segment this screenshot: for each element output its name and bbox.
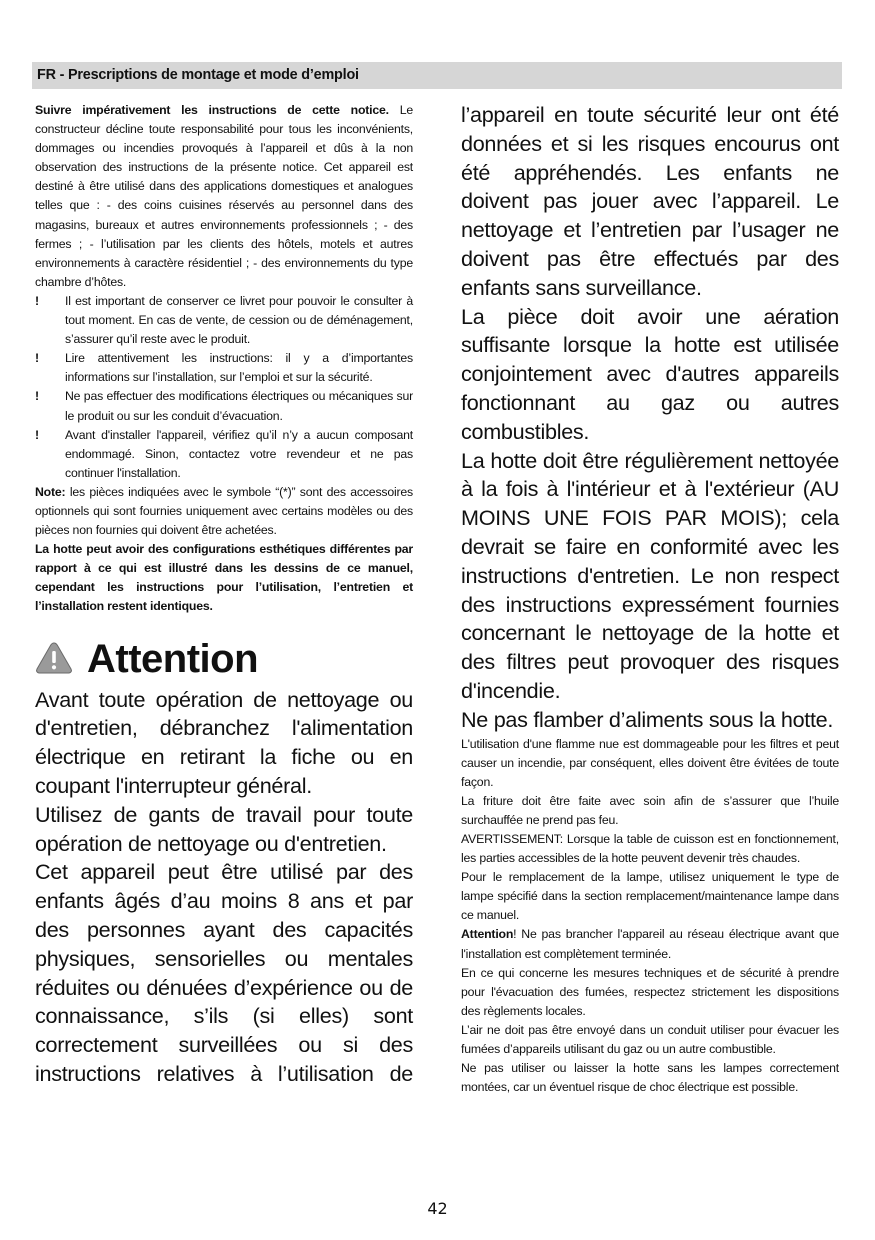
big-paragraph: Utilisez de gants de travail pour toute opération de nettoyage ou d'entretien.: [35, 801, 413, 856]
small-paragraph: AVERTISSEMENT: Lorsque la table de cuisson est en fonctionnement, les parties accessibles de la hotte peuvent devenir très chaudes.: [461, 832, 839, 866]
small-paragraph: En ce qui concerne les mesures techniques et de sécurité à prendre pour l'évacuation des fumées, respectez strictement les dispositions des règlements locales.: [461, 965, 839, 1018]
big-paragraph: Ne pas flamber d’aliments sous la hotte.: [461, 706, 834, 732]
big-paragraph: La hotte doit être régulièrement nettoyée à la fois à l'intérieur et à l'extérieur (AU MOINS UNE FOIS PAR MOIS); cela devrait se faire en conformité avec les instructions d'entretien. Le non respect des instructions expressément fournies concernant le nettoyage de la hotte et des filtres peut provoquer des risques d'incendie.: [461, 447, 839, 703]
warning-triangle-icon: [35, 641, 73, 675]
big-paragraph: Avant toute opération de nettoyage ou d'entretien, débranchez l'alimentation électrique en retirant la fiche ou en coupant l'interrupteur général.: [35, 686, 413, 798]
list-item: [35, 387, 413, 425]
exclamation-icon: !: [35, 351, 40, 366]
exclamation-icon: !: [35, 293, 40, 308]
big-paragraph: La pièce doit avoir une aération suffisante lorsque la hotte est utilisée conjointement avec d'autres appareils fonctionnant au gaz ou autres combustibles.: [461, 303, 839, 444]
section-header: [32, 62, 842, 89]
list-item: [35, 292, 413, 349]
page-number: 42: [427, 1199, 448, 1218]
right-column: [461, 101, 839, 1097]
small-paragraph: L'utilisation d'une flamme nue est dommageable pour les filtres et peut causer un incendie, par conséquent, elles doivent être évitées de toute façon.: [461, 736, 839, 789]
note-text: les pièces indiquées avec le symbole “(*)” sont des accessoires optionnels qui sont fournies uniquement avec certains modèles ou des pièces non fournies qui doivent être achetées.: [35, 484, 413, 538]
intro-bold: Suivre impérativement les instructions de cette notice.: [35, 103, 389, 117]
intro-text: Le constructeur décline toute responsabilité pour tous les inconvénients, dommages ou incendies provoqués à l’appareil et dûs à la non observation des instructions de la présente notice. Cet appareil est destiné à être utilisé dans des applications domestiques et analogues telles que : - des coins cuisines réservés au personnel dans des magasins, bureaux et autres environnements professionnels ; - des fermes ; - l’utilisation par les clients des hôtels, motels et autres environnements à caractère résidentiel ; - des environnements du type chambre d’hôtes.: [35, 103, 413, 289]
small-paragraph: L’air ne doit pas être envoyé dans un conduit utiliser pour évacuer les fumées d’appareils utilisant du gaz ou un autre combustible.: [461, 1022, 839, 1057]
attention-word: Attention: [461, 927, 514, 942]
left-column: [35, 101, 413, 1089]
note-label: Note:: [35, 484, 66, 499]
small-paragraph: Pour le remplacement de la lampe, utilisez uniquement le type de lampe spécifié dans la section remplacement/maintenance lampe dans ce manuel.: [461, 870, 839, 923]
note-paragraph: [35, 483, 413, 540]
bullet-text: Lire attentivement les instructions: il y a d’importantes informations sur l’installation, sur l’emploi et sur la sécurité.: [65, 351, 413, 385]
attention-title: Attention: [87, 636, 259, 681]
configurations-paragraph: La hotte peut avoir des configurations esthétiques différentes par rapport à ce qui est illustré dans les dessins de ce manuel, cependant les instructions pour l’utilisation, l’entretien et l’installation restent identiques.: [35, 542, 413, 614]
attention-text: ! Ne pas brancher l'appareil au réseau électrique avant que l'installation est complètement terminée.: [461, 927, 839, 961]
list-item: [35, 426, 413, 483]
list-item: [35, 349, 413, 387]
small-paragraph: La friture doit être faite avec soin afin de s’assurer que l’huile surchauffée ne prend pas feu.: [461, 793, 839, 827]
exclamation-icon: !: [35, 389, 40, 404]
exclamation-icon: !: [35, 427, 40, 442]
big-paragraph: l’appareil en toute sécurité leur ont été données et si les risques encourus ont été appréhendés. Les enfants ne doivent pas jouer avec l’appareil. Le nettoyage et l’entretien par l’usager ne doivent pas être effectués par des enfants sans surveillance.: [461, 102, 839, 300]
bullet-text: Avant d'installer l'appareil, vérifiez qu’il n’y a aucun composant endommagé. Sinon, contactez votre revendeur et ne pas continuer l'installation.: [65, 427, 413, 480]
section-title: FR - Prescriptions de montage et mode d’emploi: [37, 67, 359, 83]
attention-heading: [35, 637, 413, 681]
bullet-text: Il est important de conserver ce livret pour pouvoir le consulter à tout moment. En cas de vente, de cession ou de déménagement, s’assurer qu’il reste avec le produit.: [65, 293, 413, 347]
attention-paragraph: [461, 925, 839, 963]
intro-paragraph: [35, 101, 413, 292]
bullet-text: Ne pas effectuer des modifications électriques ou mécaniques sur le produit ou sur les conduit d’évacuation.: [65, 389, 413, 423]
big-paragraph: Cet appareil peut être utilisé par des enfants âgés d’au moins 8 ans et par des personnes ayant des capacités physiques, sensorielles ou mentales réduites ou dénuées d’expérience ou de connaissance, s’ils (si elles) sont correctement surveillées ou si des instructions relatives à l’utilisation de: [35, 859, 413, 1086]
small-paragraph: Ne pas utiliser ou laisser la hotte sans les lampes correctement montées, car un éventuel risque de choc électrique est possible.: [461, 1061, 839, 1095]
